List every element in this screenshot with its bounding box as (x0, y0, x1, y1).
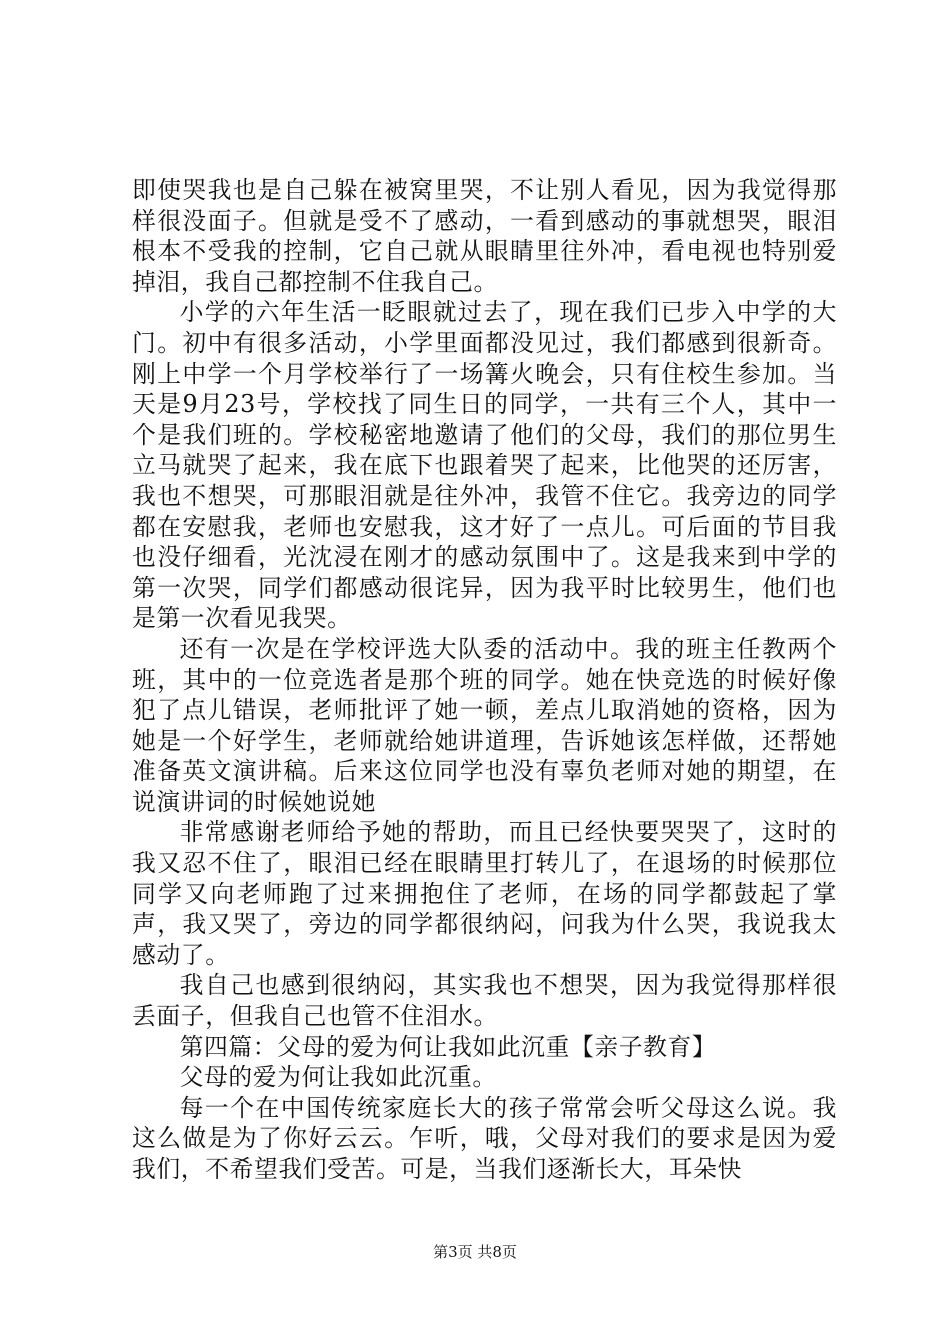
paragraph-4: 非常感谢老师给予她的帮助，而且已经快要哭哭了，这时的我又忍不住了，眼泪已经在眼睛里打转儿了，在退场的时候那位同学又向老师跑了过来拥抱住了老师，在场的同学都鼓起了掌声，我又哭了，旁边的同学都很纳闷，问我为什么哭，我说我太感动了。 (132, 818, 837, 969)
section-subtitle: 父母的爱为何让我如此沉重。 (179, 1063, 497, 1092)
section-heading: 第四篇：父母的爱为何让我如此沉重【亲子教育】 (179, 1032, 717, 1061)
document-body (132, 175, 837, 1185)
paragraph-3: 还有一次是在学校评选大队委的活动中。我的班主任教两个班，其中的一位竞选者是那个班的同学。她在快竞选的时候好像犯了点儿错误，老师批评了她一顿，差点儿取消她的资格，因为她是一个好学生，老师就给她讲道理，告诉她该怎样做，还帮她准备英文演讲稿。后来这位同学也没有辜负老师对她的期望，在说演讲词的时候她说她 (132, 634, 837, 816)
page-footer: 第3页 共8页 (433, 1243, 517, 1261)
paragraph-2: 小学的六年生活一眨眼就过去了，现在我们已步入中学的大门。初中有很多活动，小学里面都没见过，我们都感到很新奇。刚上中学一个月学校举行了一场篝火晚会，只有住校生参加。当天是9月23号，学校找了同生日的同学，一共有三个人，其中一个是我们班的。学校秘密地邀请了他们的父母，我们的那位男生立马就哭了起来，我在底下也跟着哭了起来，比他哭的还厉害，我也不想哭，可那眼泪就是往外冲，我管不住它。我旁边的同学都在安慰我，老师也安慰我，这才好了一点儿。可后面的节目我也没仔细看，光沈浸在刚才的感动氛围中了。这是我来到中学的第一次哭，同学们都感动很诧异，因为我平时比较男生，他们也是第一次看见我哭。 (132, 298, 837, 633)
paragraph-5: 我自己也感到很纳闷，其实我也不想哭，因为我觉得那样很丢面子，但我自己也管不住泪水。 (132, 971, 837, 1031)
paragraph-1: 即使哭我也是自己躲在被窝里哭，不让别人看见，因为我觉得那样很没面子。但就是受不了感动，一看到感动的事就想哭，眼泪根本不受我的控制，它自己就从眼睛里往外冲，看电视也特别爱掉泪，我自己都控制不住我自己。 (132, 176, 837, 296)
paragraph-8: 每一个在中国传统家庭长大的孩子常常会听父母这么说。我这么做是为了你好云云。乍听，哦，父母对我们的要求是因为爱我们，不希望我们受苦。可是，当我们逐渐长大，耳朵快 (132, 1093, 837, 1183)
